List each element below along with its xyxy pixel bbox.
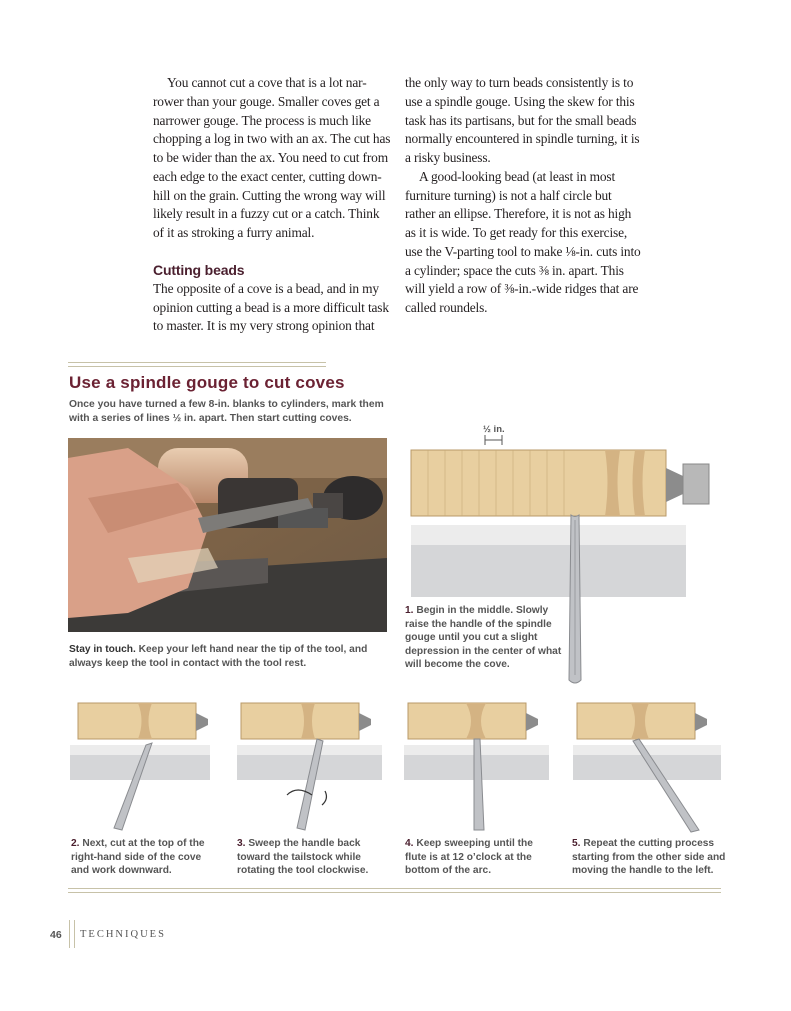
step-3-illustration — [237, 695, 387, 835]
step-2-text: Next, cut at the top of the right-hand side of the cove and work downward. — [71, 838, 205, 876]
step-5-text: Repeat the cutting process starting from the other side and moving the handle to the left. — [572, 838, 726, 876]
step-5-number: 5. — [572, 838, 581, 849]
step-4-number: 4. — [405, 838, 414, 849]
body-column-left — [153, 74, 393, 336]
step-2-number: 2. — [71, 838, 80, 849]
footer-divider — [69, 920, 75, 948]
step-3-number: 3. — [237, 838, 246, 849]
photo-caption-text: Keep your left hand near the tip of the tool, and always keep the tool in contact with the tool rest. — [69, 644, 368, 669]
section-intro: Once you have turned a few 8-in. blanks to cylinders, mark them with a series of lines ½ in. apart. Then start cutting coves. — [69, 399, 384, 424]
step-4-text: Keep sweeping until the flute is at 12 o’clock at the bottom of the arc. — [405, 838, 533, 876]
section-top-rule — [68, 362, 326, 367]
step-3-caption — [237, 837, 387, 878]
body-paragraph: You cannot cut a cove that is a lot nar-rower than your gouge. Smaller coves get a narrower gouge. The process is much like chopping a log in two with an ax. The cut has to be wider than the ax. You need to cut from each edge to the exact center, cutting down-hill on the grain. Cutting the wrong way will likely result in a fuzzy cut or a catch. Think of it as stroking a furry animal. — [153, 75, 391, 240]
step-4-illustration — [404, 695, 554, 835]
page-number: 46 — [50, 929, 62, 941]
body-column-right — [405, 74, 641, 318]
body-paragraph: The opposite of a cove is a bead, and in my opinion cutting a bead is a more difficult task to master. It is my very strong opinion that — [153, 280, 389, 334]
step-1-caption — [405, 604, 563, 672]
body-paragraph: A good-looking bead (at least in most furniture turning) is not a half circle but rather an ellipse. Therefore, it is not as high as it is wide. To get ready for this exercise, use the V-parting tool to make ⅛-in. cuts into a cylinder; space the cuts ⅜ in. apart. This will yield a row of ⅜-in.-wide ridges that are called roundels. — [405, 168, 641, 315]
step-1-number: 1. — [405, 605, 414, 616]
running-footer: TECHNIQUES — [80, 929, 166, 940]
section-bottom-rule — [68, 888, 721, 893]
section-title: Use a spindle gouge to cut coves — [69, 373, 345, 392]
step-1-text: Begin in the middle. Slowly raise the handle of the spindle gouge until you cut a slight depression in the center of what will become the cove. — [405, 605, 562, 670]
body-paragraph: the only way to turn beads consistently is to use a spindle gouge. Using the skew for this task has its partisans, but for the small beads normally encountered in spindle turning, it is a risky business. — [405, 75, 640, 165]
step-3-text: Sweep the handle back toward the tailstock while rotating the tool clockwise. — [237, 838, 369, 876]
dimension-label: ½ in. — [483, 424, 505, 435]
photo-caption-lead: Stay in touch. — [69, 644, 136, 655]
step-5-illustration — [571, 695, 726, 835]
lathe-photo — [68, 438, 387, 632]
step-4-caption — [405, 837, 555, 878]
photo-caption — [69, 643, 389, 670]
step-2-caption — [71, 837, 221, 878]
subheading-cutting-beads: Cutting beads — [153, 261, 245, 278]
step-5-caption — [572, 837, 732, 878]
step-2-illustration — [70, 695, 220, 835]
